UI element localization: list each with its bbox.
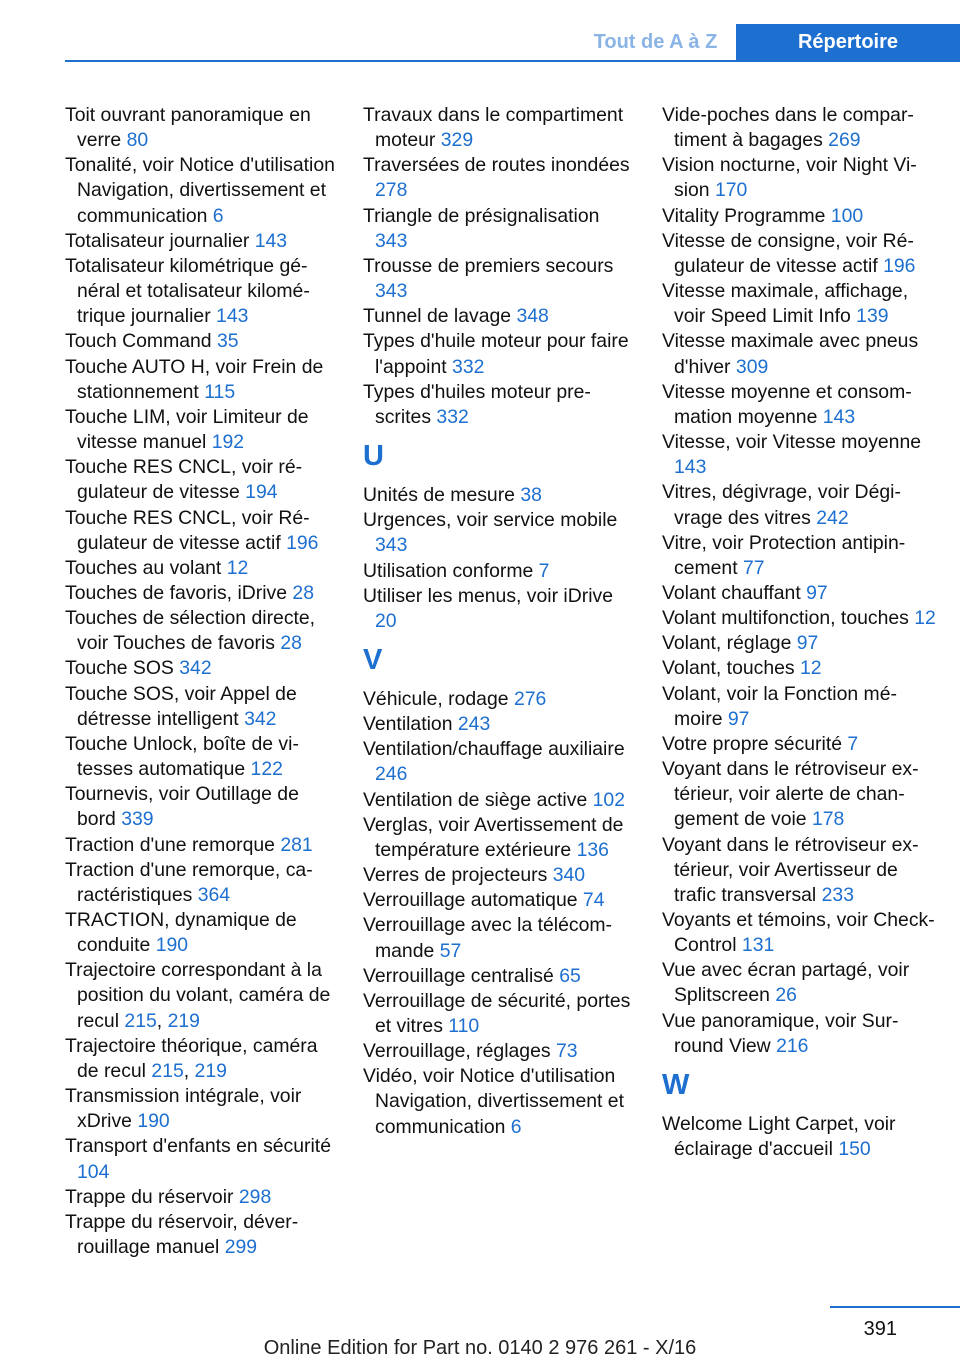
index-letter-heading: U	[363, 440, 384, 473]
index-entry-term: Touch Command	[65, 330, 212, 353]
page-reference-link[interactable]: 139	[856, 305, 889, 328]
page-reference-link[interactable]: 12	[800, 657, 822, 680]
index-entry	[65, 455, 335, 505]
page-reference-link[interactable]: 340	[552, 864, 586, 887]
page-reference-link[interactable]: 97	[727, 707, 750, 730]
index-entry	[65, 506, 335, 556]
page-reference-link[interactable]: 20	[375, 609, 397, 632]
index-entry-term: Tunnel de lavage	[363, 305, 512, 328]
page-reference-link[interactable]: 276	[513, 687, 547, 710]
page-reference-link[interactable]: 131	[741, 934, 775, 957]
index-entry-term: Traction d'une remorque	[65, 833, 275, 856]
index-entry	[363, 788, 633, 813]
page-reference-link[interactable]: 170	[714, 179, 748, 202]
index-entry-term: Vitesse maximale avec pneus d'hiver	[662, 330, 919, 378]
index-entry	[363, 913, 633, 963]
index-entry-term: Urgences, voir service mobile	[363, 509, 618, 532]
index-entry-term: Triangle de présignalisation	[363, 204, 600, 227]
index-entry	[662, 204, 937, 229]
index-entry	[363, 863, 633, 888]
header-section-tab[interactable]: Tout de A à Z	[575, 24, 736, 60]
index-entry	[363, 103, 633, 153]
index-entry	[65, 556, 335, 581]
index-entry	[363, 204, 633, 254]
index-entry	[363, 813, 633, 863]
index-entry-term: Touche LIM, voir Limiteur de vitesse manuel	[65, 405, 309, 454]
index-entry-term: Trappe du réservoir, déverrouillage manuel	[65, 1210, 299, 1259]
index-entry	[65, 1134, 335, 1184]
index-entry	[662, 581, 937, 606]
index-entry-term: Types d'huile moteur pour faire l'appoint	[363, 330, 629, 378]
index-entry	[662, 229, 937, 279]
page-reference-link[interactable]: 73	[555, 1040, 578, 1063]
index-entry-term: Trajectoire correspondant à la position du volant, caméra de recul	[65, 959, 331, 1032]
index-entry	[363, 1064, 633, 1139]
index-entry	[65, 656, 335, 681]
page-reference-link[interactable]: 74	[582, 889, 605, 912]
index-entry-term: Volant, touches	[662, 657, 795, 680]
page-reference-link[interactable]: 329	[440, 129, 474, 152]
index-entry-term: Vitality Programme	[662, 204, 826, 227]
page-reference-link[interactable]: 246	[375, 763, 408, 786]
page-reference-link[interactable]: 299	[224, 1236, 258, 1259]
index-entry-term: Ventilation/chauffage auxiliaire	[363, 738, 625, 761]
page-reference-link[interactable]: 122	[250, 758, 283, 781]
index-entry	[65, 103, 335, 153]
index-entry-term: Utiliser les menus, voir iDrive	[363, 584, 613, 607]
index-entry	[662, 732, 937, 757]
index-entry-term: Touche Unlock, boîte de vitesses automatique	[65, 732, 299, 781]
page-reference-link[interactable]: 80	[126, 129, 149, 152]
page-reference-link[interactable]: 143	[216, 305, 249, 328]
index-entry	[662, 833, 937, 908]
page-reference-link[interactable]: 278	[375, 179, 408, 202]
page-reference-link[interactable]: 215	[151, 1059, 184, 1082]
index-entry	[662, 606, 937, 631]
index-entry	[363, 153, 633, 203]
index-entry	[363, 584, 633, 634]
index-letter-heading: W	[662, 1068, 690, 1101]
page-reference-link[interactable]: 28	[280, 632, 302, 655]
page-reference-link[interactable]: 12	[226, 556, 249, 579]
index-entry	[363, 964, 633, 989]
index-entry-term: Touches de sélection directe, voir Touches de favoris	[65, 607, 316, 655]
index-entry-term: Véhicule, rodage	[363, 687, 509, 710]
page-reference-link[interactable]: 219	[167, 1009, 200, 1032]
page-number: 391	[863, 1318, 897, 1340]
index-entry-term: Verres de projecteurs	[363, 864, 548, 887]
index-entry-term: Votre propre sécurité	[662, 732, 842, 755]
index-entry	[662, 631, 937, 656]
index-entry-term: Vision nocturne, voir Night Vision	[662, 154, 917, 202]
index-entry-term: Tonalité, voir Notice d'utilisation Navigation, divertissement et communication	[65, 154, 335, 227]
index-entry-term: Volant, réglage	[662, 632, 792, 655]
index-entry-term: Vitre, voir Protection antipincement	[662, 531, 906, 579]
index-entry-term: Touches au volant	[65, 556, 222, 579]
page-reference-link[interactable]: 343	[375, 534, 408, 557]
index-entry	[65, 1084, 335, 1134]
index-entry-term: Touche AUTO H, voir Frein de stationnement	[65, 355, 324, 403]
index-entry-term: Transmission intégrale, voir xDrive	[65, 1085, 302, 1133]
page-reference-link[interactable]: 339	[121, 808, 154, 831]
page-reference-link[interactable]: 7	[847, 732, 859, 755]
page-reference-link[interactable]: 196	[883, 254, 916, 277]
page-reference-link[interactable]: 343	[375, 280, 408, 303]
index-entry-term: Transport d'enfants en sécurité	[65, 1135, 331, 1158]
index-entry: Trajectoire théorique, caméra de recul 215, 219	[65, 1034, 318, 1082]
page-reference-link[interactable]: 65	[559, 964, 581, 987]
index-entry-term: Verrouillage de sécurité, portes et vitres	[363, 989, 631, 1037]
page-reference-link[interactable]: 6	[212, 204, 224, 227]
index-entry	[65, 405, 335, 455]
index-entry-term: Travaux dans le compartiment moteur	[363, 104, 624, 152]
index-entry	[662, 380, 937, 430]
index-entry-term: Tournevis, voir Outillage de bord	[65, 783, 299, 831]
index-column-2	[363, 103, 633, 1140]
index-entry-term: Vidéo, voir Notice d'utilisation Navigation, divertissement et communication	[363, 1065, 624, 1138]
index-entry	[65, 254, 335, 329]
index-entry	[65, 682, 335, 732]
page-reference-link[interactable]: 332	[452, 355, 485, 378]
page-reference-link[interactable]: 348	[516, 305, 549, 328]
index-entry-term: Verrouillage avec la télécommande	[363, 914, 612, 962]
page-reference-link[interactable]: 243	[457, 713, 491, 736]
page-reference-link[interactable]: 194	[245, 481, 278, 504]
page-reference-link[interactable]: 178	[811, 808, 845, 831]
index-entry	[363, 329, 633, 379]
index-entry-term: Voyant dans le rétroviseur extérieur, voir Avertisseur de trafic transversal	[662, 833, 919, 906]
page-reference-link[interactable]: 343	[375, 229, 408, 252]
index-entry-term: Utilisation conforme	[363, 559, 534, 582]
page-reference-link[interactable]: 104	[77, 1160, 110, 1183]
page-reference-link[interactable]: 143	[674, 456, 707, 479]
index-entry	[363, 989, 633, 1039]
index-entry	[363, 483, 633, 508]
page-reference-link[interactable]: 196	[286, 531, 319, 554]
index-entry-term: Vitesse, voir Vitesse moyenne	[662, 431, 922, 454]
index-entry-term: Touches de favoris, iDrive	[65, 581, 288, 604]
index-entry	[662, 531, 937, 581]
index-letter-heading: V	[363, 643, 383, 676]
page-reference-link[interactable]: 77	[742, 556, 765, 579]
index-entry	[65, 329, 335, 354]
index-entry	[363, 559, 633, 584]
index-entry-term: Ventilation	[363, 713, 453, 736]
page-reference-link[interactable]: 100	[830, 204, 864, 227]
index-entry-term: Touche SOS, voir Appel de détresse intelligent	[65, 682, 297, 730]
page-reference-link[interactable]: 12	[914, 607, 936, 630]
index-entry	[363, 380, 633, 430]
index-entry-term: Toit ouvrant panoramique en verre	[65, 104, 311, 152]
index-entry	[662, 430, 937, 480]
page-reference-link[interactable]: 298	[238, 1185, 272, 1208]
index-entry	[65, 782, 335, 832]
index-entry	[662, 656, 937, 681]
index-entry-term: TRACTION, dynamique de conduite	[65, 909, 297, 957]
index-entry	[65, 581, 335, 606]
edition-footer: Online Edition for Part no. 0140 2 976 261 - X/16	[263, 1337, 697, 1359]
header-chapter-tab[interactable]: Répertoire	[736, 24, 960, 61]
index-entry-term: Vitesse de consigne, voir Régulateur de vitesse actif	[662, 229, 914, 277]
page-reference-link[interactable]: 215	[124, 1009, 157, 1032]
page-reference-link[interactable]: 7	[538, 559, 550, 582]
page-reference-link[interactable]: 38	[520, 484, 542, 507]
index-entry: Trajectoire correspondant à la position du volant, caméra de recul 215, 219	[65, 959, 331, 1032]
index-entry	[662, 279, 937, 329]
page-reference-link[interactable]: 342	[179, 657, 212, 680]
page-reference-link[interactable]: 332	[436, 405, 469, 428]
index-entry	[662, 757, 937, 832]
page-reference-link[interactable]: 150	[838, 1138, 871, 1161]
page-reference-link[interactable]: 269	[828, 129, 861, 152]
index-entry-term: Vide-poches dans le compartiment à bagages	[662, 104, 914, 152]
index-entry	[662, 480, 937, 530]
index-entry	[363, 508, 633, 558]
index-entry-term: Welcome Light Carpet, voir éclairage d'accueil	[662, 1112, 896, 1161]
page-reference-link[interactable]: 143	[822, 405, 856, 428]
page-reference-link[interactable]: 216	[776, 1034, 809, 1057]
index-entry-term: Vitesse maximale, affichage, voir Speed Limit Info	[662, 280, 909, 328]
page-reference-link[interactable]: 143	[254, 229, 288, 252]
index-entry	[662, 153, 937, 203]
page-reference-link[interactable]: 233	[821, 883, 854, 906]
index-entry-term: Volant, voir la Fonction mémoire	[662, 682, 897, 730]
index-entry-term: Traversées de routes inondées	[363, 154, 630, 177]
index-entry	[363, 687, 633, 712]
page-reference-link[interactable]: 6	[510, 1115, 522, 1138]
index-entry-term: Touche RES CNCL, voir régulateur de vitesse	[65, 456, 303, 504]
page-reference-link[interactable]: 309	[735, 355, 769, 378]
index-entry-term: Vue avec écran partagé, voir Splitscreen	[662, 959, 910, 1007]
index-entry	[662, 958, 937, 1008]
index-entry	[662, 103, 937, 153]
index-entry	[363, 712, 633, 737]
index-entry	[662, 682, 937, 732]
index-entry-term: Verglas, voir Avertissement de température extérieure	[363, 813, 624, 861]
page-reference-link[interactable]: 26	[775, 984, 797, 1007]
index-entry-term: Touche RES CNCL, voir Régulateur de vitesse actif	[65, 506, 310, 554]
index-entry-term: Ventilation de siège active	[363, 788, 588, 811]
index-entry-term: Trajectoire théorique, caméra de recul	[65, 1034, 318, 1082]
index-entry	[363, 1039, 633, 1064]
page-reference-link[interactable]: 102	[592, 788, 625, 811]
index-entry-term: Types d'huiles moteur prescrites	[363, 380, 591, 428]
index-entry	[363, 737, 633, 787]
footer-rule	[830, 1306, 960, 1308]
page-reference-link[interactable]: 28	[292, 581, 314, 604]
index-entry-term: Verrouillage centralisé	[363, 964, 554, 987]
index-column-3	[662, 103, 937, 1162]
index-entry-term: Totalisateur kilométrique général et totalisateur kilométrique journalier	[65, 254, 310, 328]
index-entry-term: Voyant dans le rétroviseur extérieur, voir alerte de changement de voie	[662, 758, 919, 831]
index-entry	[65, 153, 335, 228]
index-entry	[65, 229, 335, 254]
page-reference-link[interactable]: 242	[816, 506, 849, 529]
index-entry	[363, 254, 633, 304]
page-reference-link[interactable]: 97	[806, 581, 828, 604]
page-reference-link[interactable]: 190	[137, 1110, 170, 1133]
index-entry-term: Touche SOS	[65, 657, 174, 680]
index-entry-term: Vue panoramique, voir Surround View	[662, 1009, 899, 1057]
index-entry	[65, 355, 335, 405]
index-entry	[662, 329, 937, 379]
index-entry-term: Traction d'une remorque, caractéristiques	[65, 858, 313, 906]
index-entry	[363, 888, 633, 913]
index-entry-term: Unités de mesure	[363, 484, 515, 507]
index-entry-term: Vitres, dégivrage, voir Dégivrage des vitres	[662, 481, 901, 529]
page-reference-link[interactable]: 110	[448, 1015, 480, 1037]
page-reference-link[interactable]: 364	[197, 883, 231, 906]
index-entry	[662, 1009, 937, 1059]
index-entry	[363, 304, 633, 329]
index-entry-term: Vitesse moyenne et consommation moyenne	[662, 380, 912, 428]
index-entry	[65, 908, 335, 958]
page-reference-link[interactable]: 219	[194, 1059, 227, 1082]
page-reference-link[interactable]: 57	[439, 939, 462, 962]
page-reference-link[interactable]: 281	[280, 833, 313, 856]
index-entry	[65, 732, 335, 782]
index-entry-term: Trousse de premiers secours	[363, 254, 614, 277]
index-entry	[65, 833, 335, 858]
index-entry-term: Trappe du réservoir	[65, 1185, 234, 1208]
page-reference-link[interactable]: 190	[155, 934, 189, 957]
index-entry	[662, 1112, 937, 1162]
index-entry-term: Volant multifonction, touches	[662, 607, 909, 630]
index-entry-term: Verrouillage automatique	[363, 889, 578, 912]
index-entry-term: Verrouillage, réglages	[363, 1040, 551, 1063]
index-entry	[65, 1210, 335, 1260]
index-entry	[65, 858, 335, 908]
page-reference-link[interactable]: 115	[204, 380, 236, 403]
index-entry	[662, 908, 937, 958]
index-entry-term: Voyants et témoins, voir Check-Control	[662, 909, 935, 957]
index-entry-term: Totalisateur journalier	[65, 229, 250, 252]
page-reference-link[interactable]: 192	[211, 431, 245, 454]
page-reference-link[interactable]: 35	[216, 330, 239, 353]
page-reference-link[interactable]: 97	[796, 632, 819, 655]
index-entry	[65, 606, 335, 656]
page-reference-link[interactable]: 136	[576, 838, 609, 861]
page-reference-link[interactable]: 342	[244, 707, 277, 730]
index-entry	[65, 1185, 335, 1210]
index-entry-term: Volant chauffant	[662, 581, 801, 604]
index-column-1	[65, 103, 335, 1260]
